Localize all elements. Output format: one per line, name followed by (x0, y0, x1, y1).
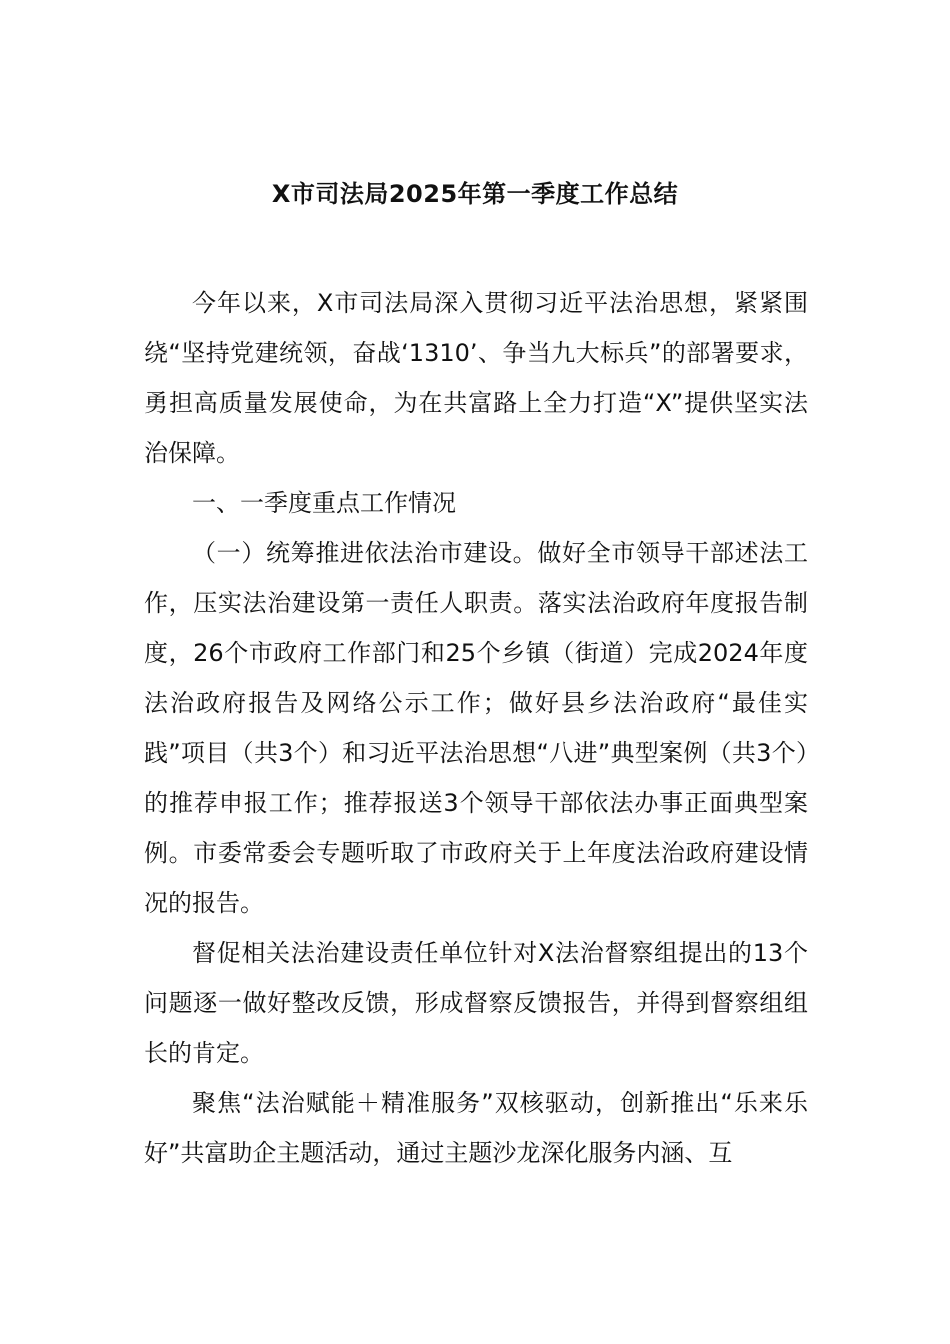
subsection-paragraph: （一）统筹推进依法治市建设。做好全市领导干部述法工作，压实法治建设第一责任人职责。落实法治政府年度报告制度，26个市政府工作部门和25个乡镇（街道）完成2024年度法治政府报告及网络公示工作；做好县乡法治政府“最佳实践”项目（共3个）和习近平法治思想“八进”典型案例（共3个）的推荐申报工作；推荐报送3个领导干部依法办事正面典型案例。市委常委会专题听取了市政府关于上年度法治政府建设情况的报告。 (144, 539, 808, 917)
body-paragraph: 督促相关法治建设责任单位针对X法治督察组提出的13个问题逐一做好整改反馈，形成督察反馈报告，并得到督察组组长的肯定。 (144, 939, 808, 1067)
section-heading: 一、一季度重点工作情况 (192, 489, 456, 517)
intro-paragraph: 今年以来，X市司法局深入贯彻习近平法治思想，紧紧围绕“坚持党建统领，奋战‘1310’、争当九大标兵”的部署要求，勇担高质量发展使命，为在共富路上全力打造“X”提供坚实法治保障。 (144, 289, 808, 467)
body-paragraph: 聚焦“法治赋能＋精准服务”双核驱动，创新推出“乐来乐好”共富助企主题活动，通过主题沙龙深化服务内涵、互 (144, 1089, 808, 1167)
document-body (144, 278, 808, 1178)
document-title: X市司法局2025年第一季度工作总结 (271, 180, 679, 209)
